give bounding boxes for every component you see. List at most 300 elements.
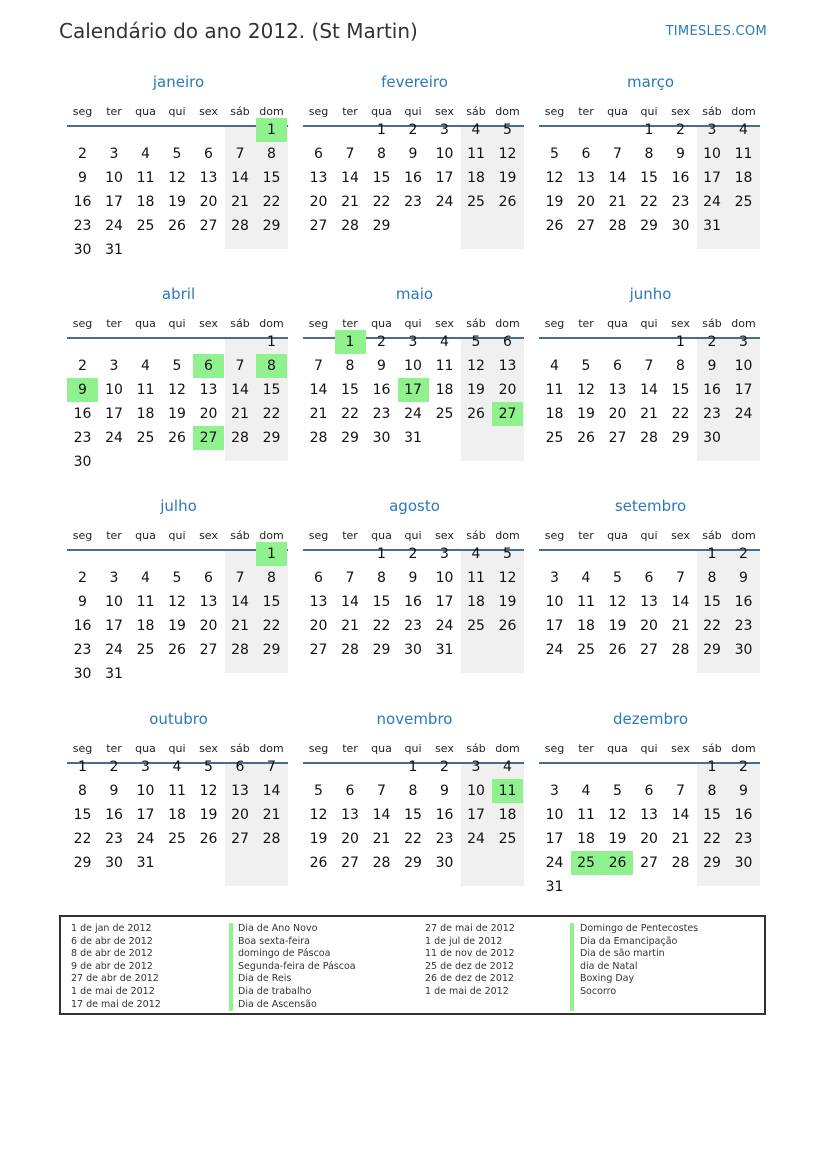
day-cell: 7 bbox=[235, 358, 245, 374]
day-cell: 10 bbox=[703, 146, 721, 162]
legend-holiday-name: dia de Natal bbox=[580, 960, 638, 972]
holiday-day-cell: 1 bbox=[256, 542, 287, 566]
day-cell: 7 bbox=[314, 358, 323, 374]
weekday-header: qua bbox=[607, 529, 628, 542]
day-cell: 20 bbox=[341, 831, 359, 847]
day-cell: 20 bbox=[608, 406, 627, 422]
day-cell: 13 bbox=[231, 783, 249, 799]
day-cell: 14 bbox=[372, 807, 391, 823]
day-cell: 30 bbox=[734, 642, 753, 658]
day-cell: 16 bbox=[105, 807, 123, 823]
day-cell: 2 bbox=[78, 146, 87, 162]
day-cell: 20 bbox=[640, 831, 658, 847]
day-cell: 26 bbox=[498, 618, 517, 634]
holiday-day-cell: 9 bbox=[67, 378, 98, 402]
day-cell: 2 bbox=[739, 759, 748, 775]
weekday-header: dom bbox=[495, 105, 520, 118]
day-cell: 13 bbox=[498, 358, 517, 374]
day-cell: 30 bbox=[73, 454, 92, 470]
day-cell: 18 bbox=[136, 406, 155, 422]
day-cell: 21 bbox=[309, 406, 328, 422]
day-cell: 11 bbox=[435, 358, 454, 374]
day-cell: 31 bbox=[105, 242, 123, 258]
day-cell: 19 bbox=[199, 807, 218, 823]
day-cell: 25 bbox=[545, 430, 564, 446]
month-title: maio bbox=[395, 285, 434, 303]
month-title: fevereiro bbox=[381, 73, 448, 91]
day-cell: 12 bbox=[168, 382, 186, 398]
day-cell: 12 bbox=[577, 382, 595, 398]
day-cell: 18 bbox=[136, 194, 155, 210]
day-cell: 14 bbox=[231, 594, 249, 610]
day-cell: 20 bbox=[498, 382, 517, 398]
day-cell: 8 bbox=[377, 146, 386, 162]
day-cell: 5 bbox=[613, 783, 622, 799]
day-cell: 8 bbox=[267, 570, 276, 586]
day-cell: 4 bbox=[141, 358, 150, 374]
day-cell: 6 bbox=[581, 146, 591, 162]
weekday-header: sáb bbox=[230, 105, 250, 118]
day-cell: 5 bbox=[172, 358, 182, 374]
day-cell: 19 bbox=[545, 194, 564, 210]
day-cell: 29 bbox=[262, 642, 281, 658]
day-cell: 18 bbox=[545, 406, 564, 422]
weekday-header: sex bbox=[671, 529, 690, 542]
day-cell: 15 bbox=[640, 170, 658, 186]
day-cell: 10 bbox=[435, 570, 454, 586]
day-cell: 7 bbox=[377, 783, 386, 799]
day-cell: 16 bbox=[372, 382, 391, 398]
day-cell: 11 bbox=[734, 146, 753, 162]
weekday-header: qui bbox=[404, 529, 422, 542]
day-cell: 18 bbox=[168, 807, 186, 823]
legend-holiday-name: Dia da Emancipação bbox=[580, 935, 678, 947]
weekday-header: dom bbox=[495, 529, 520, 542]
day-cell: 1 bbox=[408, 759, 418, 775]
day-cell: 9 bbox=[408, 146, 418, 162]
day-cell: 14 bbox=[262, 783, 281, 799]
day-cell: 19 bbox=[467, 382, 485, 398]
month-title: outubro bbox=[149, 710, 208, 728]
day-cell: 7 bbox=[676, 783, 685, 799]
day-cell: 21 bbox=[372, 831, 391, 847]
legend-color-bar bbox=[229, 923, 233, 1011]
day-cell: 26 bbox=[498, 194, 517, 210]
day-cell: 17 bbox=[105, 406, 123, 422]
legend-date: 27 de abr de 2012 bbox=[71, 973, 159, 985]
day-cell: 6 bbox=[204, 570, 213, 586]
day-cell: 12 bbox=[608, 594, 627, 610]
legend-holiday-name: Socorro bbox=[580, 985, 617, 997]
weekday-header: qua bbox=[607, 742, 628, 755]
day-cell: 16 bbox=[734, 594, 753, 610]
weekday-header: qua bbox=[135, 742, 156, 755]
day-cell: 12 bbox=[498, 570, 517, 586]
day-cell: 2 bbox=[739, 546, 748, 562]
weekday-header: sáb bbox=[230, 742, 250, 755]
day-cell: 6 bbox=[345, 783, 355, 799]
day-cell: 2 bbox=[676, 122, 685, 138]
day-cell: 3 bbox=[440, 546, 449, 562]
weekday-header: ter bbox=[342, 105, 358, 118]
day-cell: 9 bbox=[739, 570, 748, 586]
day-cell: 23 bbox=[404, 194, 422, 210]
day-cell: 19 bbox=[168, 406, 186, 422]
weekday-header: qui bbox=[404, 317, 422, 330]
day-cell: 26 bbox=[199, 831, 218, 847]
day-cell: 8 bbox=[707, 783, 717, 799]
day-cell: 3 bbox=[440, 122, 449, 138]
day-cell: 3 bbox=[408, 334, 418, 350]
weekday-header: ter bbox=[578, 317, 594, 330]
weekday-header: qui bbox=[640, 742, 658, 755]
day-cell: 14 bbox=[341, 594, 359, 610]
day-cell: 24 bbox=[545, 855, 564, 871]
day-cell: 1 bbox=[676, 334, 685, 350]
day-cell: 5 bbox=[581, 358, 591, 374]
weekday-header: sex bbox=[435, 317, 454, 330]
day-cell: 9 bbox=[676, 146, 685, 162]
day-cell: 5 bbox=[204, 759, 213, 775]
weekday-header: sáb bbox=[466, 105, 486, 118]
day-cell: 29 bbox=[404, 855, 422, 871]
day-cell: 13 bbox=[309, 170, 328, 186]
day-cell: 3 bbox=[739, 334, 748, 350]
day-cell: 11 bbox=[168, 783, 186, 799]
day-cell: 23 bbox=[734, 831, 753, 847]
day-cell: 7 bbox=[613, 146, 622, 162]
day-cell: 23 bbox=[73, 218, 92, 234]
day-cell: 13 bbox=[608, 382, 627, 398]
weekday-header: dom bbox=[731, 317, 756, 330]
holiday-day-cell: 27 bbox=[492, 402, 523, 426]
day-cell: 19 bbox=[309, 831, 328, 847]
day-cell: 5 bbox=[503, 546, 512, 562]
day-cell: 1 bbox=[707, 759, 717, 775]
day-cell: 2 bbox=[78, 358, 87, 374]
day-cell: 31 bbox=[435, 642, 454, 658]
day-cell: 15 bbox=[671, 382, 690, 398]
day-cell: 28 bbox=[309, 430, 328, 446]
holiday-day-cell: 27 bbox=[193, 426, 224, 450]
day-cell: 7 bbox=[345, 146, 355, 162]
day-cell: 10 bbox=[105, 594, 123, 610]
day-cell: 10 bbox=[105, 382, 123, 398]
weekday-header: sáb bbox=[702, 742, 722, 755]
legend-holiday-name: Dia de Reis bbox=[238, 973, 292, 985]
day-cell: 1 bbox=[377, 546, 386, 562]
day-cell: 4 bbox=[141, 570, 150, 586]
day-cell: 28 bbox=[671, 855, 690, 871]
day-cell: 28 bbox=[640, 430, 658, 446]
weekday-header: qui bbox=[168, 529, 186, 542]
day-cell: 14 bbox=[309, 382, 328, 398]
day-cell: 8 bbox=[707, 570, 717, 586]
day-cell: 16 bbox=[671, 170, 690, 186]
day-cell: 29 bbox=[73, 855, 92, 871]
day-cell: 23 bbox=[105, 831, 123, 847]
day-cell: 2 bbox=[408, 546, 418, 562]
weekday-header: ter bbox=[342, 317, 358, 330]
day-cell: 25 bbox=[577, 642, 595, 658]
day-cell: 4 bbox=[550, 358, 559, 374]
day-cell: 31 bbox=[404, 430, 422, 446]
weekday-header: seg bbox=[72, 529, 93, 542]
legend-date: 8 de abr de 2012 bbox=[71, 948, 153, 960]
weekday-header: qui bbox=[640, 529, 658, 542]
weekday-header: qui bbox=[404, 105, 422, 118]
day-cell: 15 bbox=[73, 807, 92, 823]
weekday-header: dom bbox=[495, 742, 520, 755]
day-cell: 15 bbox=[372, 170, 391, 186]
day-cell: 10 bbox=[136, 783, 155, 799]
day-cell: 17 bbox=[545, 831, 564, 847]
legend-holiday-name: Dia de Ascensão bbox=[238, 998, 317, 1010]
day-cell: 10 bbox=[734, 358, 753, 374]
day-cell: 25 bbox=[498, 831, 517, 847]
day-cell: 11 bbox=[136, 382, 155, 398]
day-cell: 26 bbox=[168, 642, 186, 658]
legend-date: 1 de jul de 2012 bbox=[425, 935, 503, 947]
day-cell: 3 bbox=[109, 570, 119, 586]
day-cell: 24 bbox=[404, 406, 422, 422]
day-cell: 7 bbox=[235, 146, 245, 162]
day-cell: 28 bbox=[671, 642, 690, 658]
legend-holiday-name: Dia de trabalho bbox=[238, 985, 312, 997]
day-cell: 21 bbox=[341, 194, 359, 210]
day-cell: 19 bbox=[608, 831, 627, 847]
day-cell: 5 bbox=[314, 783, 323, 799]
day-cell: 20 bbox=[577, 194, 595, 210]
weekday-header: qua bbox=[135, 105, 156, 118]
day-cell: 24 bbox=[105, 642, 123, 658]
weekday-header: qua bbox=[135, 529, 156, 542]
day-cell: 27 bbox=[640, 642, 658, 658]
weekday-header: sex bbox=[435, 529, 454, 542]
weekday-header: dom bbox=[259, 529, 284, 542]
month-title: novembro bbox=[376, 710, 453, 728]
day-cell: 10 bbox=[467, 783, 485, 799]
weekday-header: ter bbox=[106, 529, 122, 542]
day-cell: 18 bbox=[734, 170, 753, 186]
day-cell: 7 bbox=[345, 570, 355, 586]
day-cell: 28 bbox=[341, 218, 359, 234]
day-cell: 24 bbox=[545, 642, 564, 658]
legend-holiday-name: Dia de são martin bbox=[580, 948, 665, 960]
day-cell: 18 bbox=[136, 618, 155, 634]
day-cell: 3 bbox=[707, 122, 717, 138]
day-cell: 15 bbox=[262, 594, 281, 610]
day-cell: 3 bbox=[550, 783, 559, 799]
day-cell: 20 bbox=[199, 194, 218, 210]
day-cell: 29 bbox=[372, 218, 391, 234]
day-cell: 8 bbox=[644, 146, 654, 162]
day-cell: 5 bbox=[613, 570, 622, 586]
day-cell: 19 bbox=[577, 406, 595, 422]
day-cell: 3 bbox=[550, 570, 559, 586]
day-cell: 17 bbox=[435, 594, 454, 610]
day-cell: 12 bbox=[168, 594, 186, 610]
day-cell: 27 bbox=[309, 218, 328, 234]
day-cell: 15 bbox=[262, 382, 281, 398]
day-cell: 4 bbox=[503, 759, 512, 775]
weekday-header: qui bbox=[404, 742, 422, 755]
day-cell: 8 bbox=[408, 783, 418, 799]
day-cell: 30 bbox=[734, 855, 753, 871]
weekday-header: sex bbox=[435, 742, 454, 755]
weekday-header: sáb bbox=[466, 317, 486, 330]
day-cell: 30 bbox=[105, 855, 123, 871]
day-cell: 20 bbox=[309, 618, 328, 634]
day-cell: 9 bbox=[78, 594, 87, 610]
day-cell: 11 bbox=[577, 807, 595, 823]
day-cell: 25 bbox=[136, 430, 155, 446]
day-cell: 26 bbox=[577, 430, 595, 446]
weekday-header: seg bbox=[544, 317, 565, 330]
day-cell: 4 bbox=[440, 334, 449, 350]
legend-date: 17 de mai de 2012 bbox=[71, 998, 161, 1010]
weekday-header: sáb bbox=[466, 742, 486, 755]
month-title: abril bbox=[161, 285, 196, 303]
weekday-header: qui bbox=[640, 105, 658, 118]
weekday-header: ter bbox=[106, 105, 122, 118]
legend-names-col2 bbox=[580, 923, 698, 999]
day-cell: 18 bbox=[498, 807, 517, 823]
day-cell: 12 bbox=[545, 170, 564, 186]
day-cell: 27 bbox=[199, 642, 218, 658]
day-cell: 24 bbox=[105, 218, 123, 234]
day-cell: 1 bbox=[707, 546, 717, 562]
weekday-header: ter bbox=[342, 529, 358, 542]
day-cell: 28 bbox=[372, 855, 391, 871]
day-cell: 10 bbox=[545, 807, 564, 823]
day-cell: 13 bbox=[199, 594, 218, 610]
day-cell: 20 bbox=[199, 618, 218, 634]
day-cell: 25 bbox=[467, 194, 485, 210]
month-title: março bbox=[626, 73, 675, 91]
day-cell: 5 bbox=[471, 334, 481, 350]
weekday-header: qua bbox=[371, 105, 392, 118]
day-cell: 13 bbox=[199, 170, 218, 186]
day-cell: 4 bbox=[739, 122, 748, 138]
day-cell: 28 bbox=[231, 642, 249, 658]
month-title: julho bbox=[160, 497, 197, 515]
day-cell: 21 bbox=[262, 807, 281, 823]
day-cell: 6 bbox=[314, 570, 323, 586]
day-cell: 14 bbox=[671, 807, 690, 823]
weekday-header: seg bbox=[308, 105, 329, 118]
day-cell: 27 bbox=[640, 855, 658, 871]
day-cell: 6 bbox=[204, 146, 213, 162]
holiday-day-cell: 11 bbox=[492, 779, 523, 803]
day-cell: 22 bbox=[671, 406, 690, 422]
day-cell: 24 bbox=[435, 618, 454, 634]
day-cell: 1 bbox=[644, 122, 654, 138]
day-cell: 18 bbox=[467, 594, 485, 610]
day-cell: 24 bbox=[136, 831, 155, 847]
day-cell: 27 bbox=[608, 430, 627, 446]
day-cell: 21 bbox=[341, 618, 359, 634]
day-cell: 16 bbox=[703, 382, 721, 398]
day-cell: 12 bbox=[199, 783, 218, 799]
day-cell: 27 bbox=[341, 855, 359, 871]
day-cell: 2 bbox=[408, 122, 418, 138]
legend-holiday-name: Segunda-feira de Páscoa bbox=[238, 960, 356, 972]
day-cell: 30 bbox=[404, 642, 422, 658]
weekday-header: dom bbox=[495, 317, 520, 330]
weekday-header: seg bbox=[544, 742, 565, 755]
day-cell: 6 bbox=[644, 783, 654, 799]
weekday-header: ter bbox=[106, 742, 122, 755]
day-cell: 26 bbox=[545, 218, 564, 234]
day-cell: 3 bbox=[141, 759, 150, 775]
weekday-header: sex bbox=[199, 529, 218, 542]
legend-color-bar bbox=[570, 923, 574, 1011]
page-title: Calendário do ano 2012. (St Martin) bbox=[59, 19, 418, 43]
weekday-header: dom bbox=[259, 742, 284, 755]
day-cell: 6 bbox=[613, 358, 622, 374]
weekday-header: sáb bbox=[702, 529, 722, 542]
day-cell: 6 bbox=[644, 570, 654, 586]
day-cell: 22 bbox=[262, 194, 281, 210]
weekday-header: qua bbox=[607, 105, 628, 118]
day-cell: 22 bbox=[372, 194, 391, 210]
site-logo-text[interactable]: TIMESLES.COM bbox=[665, 24, 767, 39]
day-cell: 20 bbox=[231, 807, 249, 823]
day-cell: 16 bbox=[435, 807, 454, 823]
day-cell: 14 bbox=[231, 170, 249, 186]
day-cell: 12 bbox=[498, 146, 517, 162]
day-cell: 10 bbox=[404, 358, 422, 374]
day-cell: 22 bbox=[73, 831, 92, 847]
holiday-day-cell: 17 bbox=[398, 378, 429, 402]
holiday-day-cell: 1 bbox=[256, 118, 287, 142]
day-cell: 8 bbox=[676, 358, 685, 374]
day-cell: 21 bbox=[231, 194, 249, 210]
day-cell: 16 bbox=[404, 170, 422, 186]
legend-dates-col2 bbox=[425, 923, 515, 999]
day-cell: 24 bbox=[435, 194, 454, 210]
day-cell: 20 bbox=[640, 618, 658, 634]
day-cell: 27 bbox=[309, 642, 328, 658]
day-cell: 10 bbox=[435, 146, 454, 162]
day-cell: 25 bbox=[467, 618, 485, 634]
weekday-header: seg bbox=[72, 317, 93, 330]
legend-dates-col1 bbox=[71, 923, 161, 1011]
day-cell: 19 bbox=[608, 618, 627, 634]
day-cell: 17 bbox=[105, 618, 123, 634]
day-cell: 21 bbox=[231, 618, 249, 634]
day-cell: 30 bbox=[73, 242, 92, 258]
day-cell: 31 bbox=[105, 666, 123, 682]
weekday-header: qua bbox=[371, 529, 392, 542]
weekday-header: sex bbox=[671, 105, 690, 118]
weekday-header: qua bbox=[371, 742, 392, 755]
weekday-header: sex bbox=[671, 742, 690, 755]
day-cell: 11 bbox=[136, 170, 155, 186]
holiday-day-cell: 8 bbox=[256, 354, 287, 378]
day-cell: 15 bbox=[372, 594, 391, 610]
day-cell: 5 bbox=[503, 122, 512, 138]
weekday-header: qua bbox=[607, 317, 628, 330]
weekday-header: qui bbox=[168, 742, 186, 755]
day-cell: 20 bbox=[309, 194, 328, 210]
day-cell: 3 bbox=[471, 759, 481, 775]
day-cell: 7 bbox=[676, 570, 685, 586]
weekday-header: sex bbox=[671, 317, 690, 330]
holiday-legend bbox=[59, 915, 766, 1015]
weekday-header: qui bbox=[640, 317, 658, 330]
